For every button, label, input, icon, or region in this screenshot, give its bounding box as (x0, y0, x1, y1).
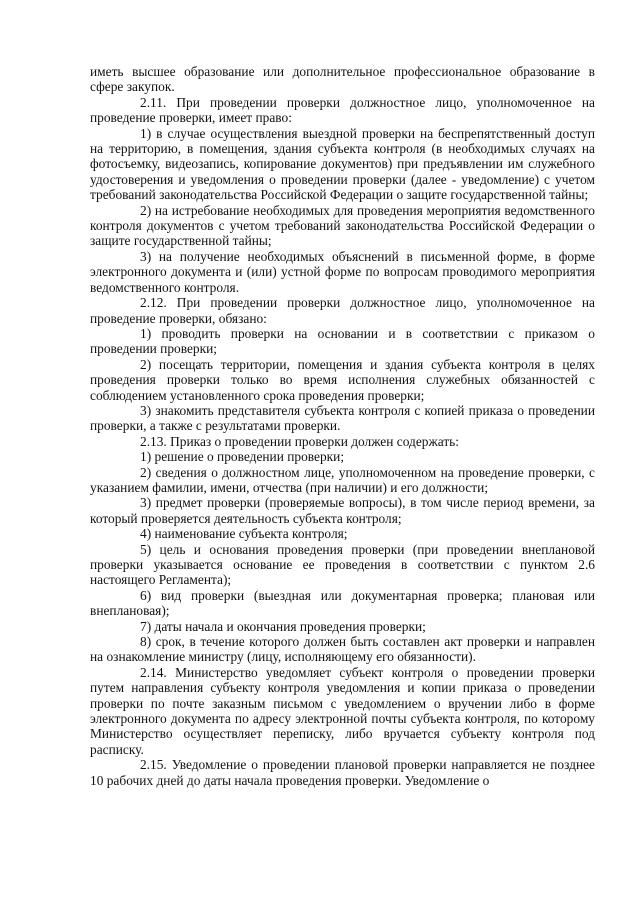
paragraph-2-11-item-3: 3) на получение необходимых объяснений в письменной форме, в форме электронного документа и (или) устной форме по вопросам проводимого мероприятия ведомственного контроля. (90, 248, 595, 295)
document-page (90, 64, 595, 788)
paragraph-2-15: 2.15. Уведомление о проведении плановой проверки направляется не позднее 10 рабочих дней до даты начала проведения проверки. Уведомление о (90, 757, 595, 788)
paragraph-2-13-item-5: 5) цель и основания проведения проверки (при проведении внеплановой проверки указывается основание ее проведения в соответствии с пунктом 2.6 настоящего Регламента); (90, 541, 595, 588)
paragraph-continuation: иметь высшее образование или дополнительное профессиональное образование в сфере закупок. (90, 64, 595, 95)
paragraph-2-12-item-1: 1) проводить проверки на основании и в соответствии с приказом о проведении проверки; (90, 325, 595, 357)
paragraph-2-11-item-2: 2) на истребование необходимых для проведения мероприятия ведомственного контроля документов с учетом требований законодательства Российской Федерации о защите государственной тайны; (90, 202, 595, 249)
paragraph-2-11: 2.11. При проведении проверки должностное лицо, уполномоченное на проведение проверки, имеет право: (90, 94, 595, 126)
paragraph-2-13: 2.13. Приказ о проведении проверки должен содержать: (140, 433, 459, 449)
paragraph-2-13-item-2: 2) сведения о должностном лице, уполномоченном на проведение проверки, с указанием фамилии, имени, отчества (при наличии) и его должности; (90, 464, 595, 495)
paragraph-2-12-item-3: 3) знакомить представителя субъекта контроля с копией приказа о проведении проверки, а также с результатами проверки. (90, 402, 595, 434)
paragraph-2-13-item-7: 7) даты начала и окончания проведения проверки; (140, 618, 426, 634)
paragraph-2-13-item-8: 8) срок, в течение которого должен быть составлен акт проверки и направлен на ознакомление министру (лицу, исполняющему его обязанности). (90, 634, 595, 665)
paragraph-2-12-item-2: 2) посещать территории, помещения и здания субъекта контроля в целях проведения проверки только во время исполнения служебных обязанностей с соблюдением установленного срока проведения проверки; (90, 356, 595, 403)
paragraph-2-12: 2.12. При проведении проверки должностное лицо, уполномоченное на проведение проверки, обязано: (90, 295, 595, 326)
paragraph-2-14: 2.14. Министерство уведомляет субъект контроля о проведении проверки путем направления субъекту контроля уведомления и копии приказа о проведении проверки по почте заказным письмом с уведомлением о вручении либо в форме электронного документа по адресу электронной почты субъекта контроля, по которому Министерство осуществляет переписку, либо вручается субъекту контроля под расписку. (90, 664, 595, 757)
paragraph-2-13-item-1: 1) решение о проведении проверки; (140, 449, 345, 465)
paragraph-2-13-item-6: 6) вид проверки (выездная или документарная проверка; плановая или внеплановая); (90, 587, 595, 619)
paragraph-2-13-item-4: 4) наименование субъекта контроля; (140, 526, 348, 542)
paragraph-2-11-item-1: 1) в случае осуществления выездной проверки на беспрепятственный доступ на территорию, в помещения, здания субъекта контроля (в необходимых случаях на фотосъемку, видеозапись, копирование документов) при предъявлении им служебного удостоверения и уведомления о проведении проверки (далее - уведомление) с учетом требований законодательства Российской Федерации о защите государственной тайны; (90, 125, 595, 203)
paragraph-2-13-item-3: 3) предмет проверки (проверяемые вопросы), в том числе период времени, за который проверяется деятельность субъекта контроля; (90, 495, 595, 526)
